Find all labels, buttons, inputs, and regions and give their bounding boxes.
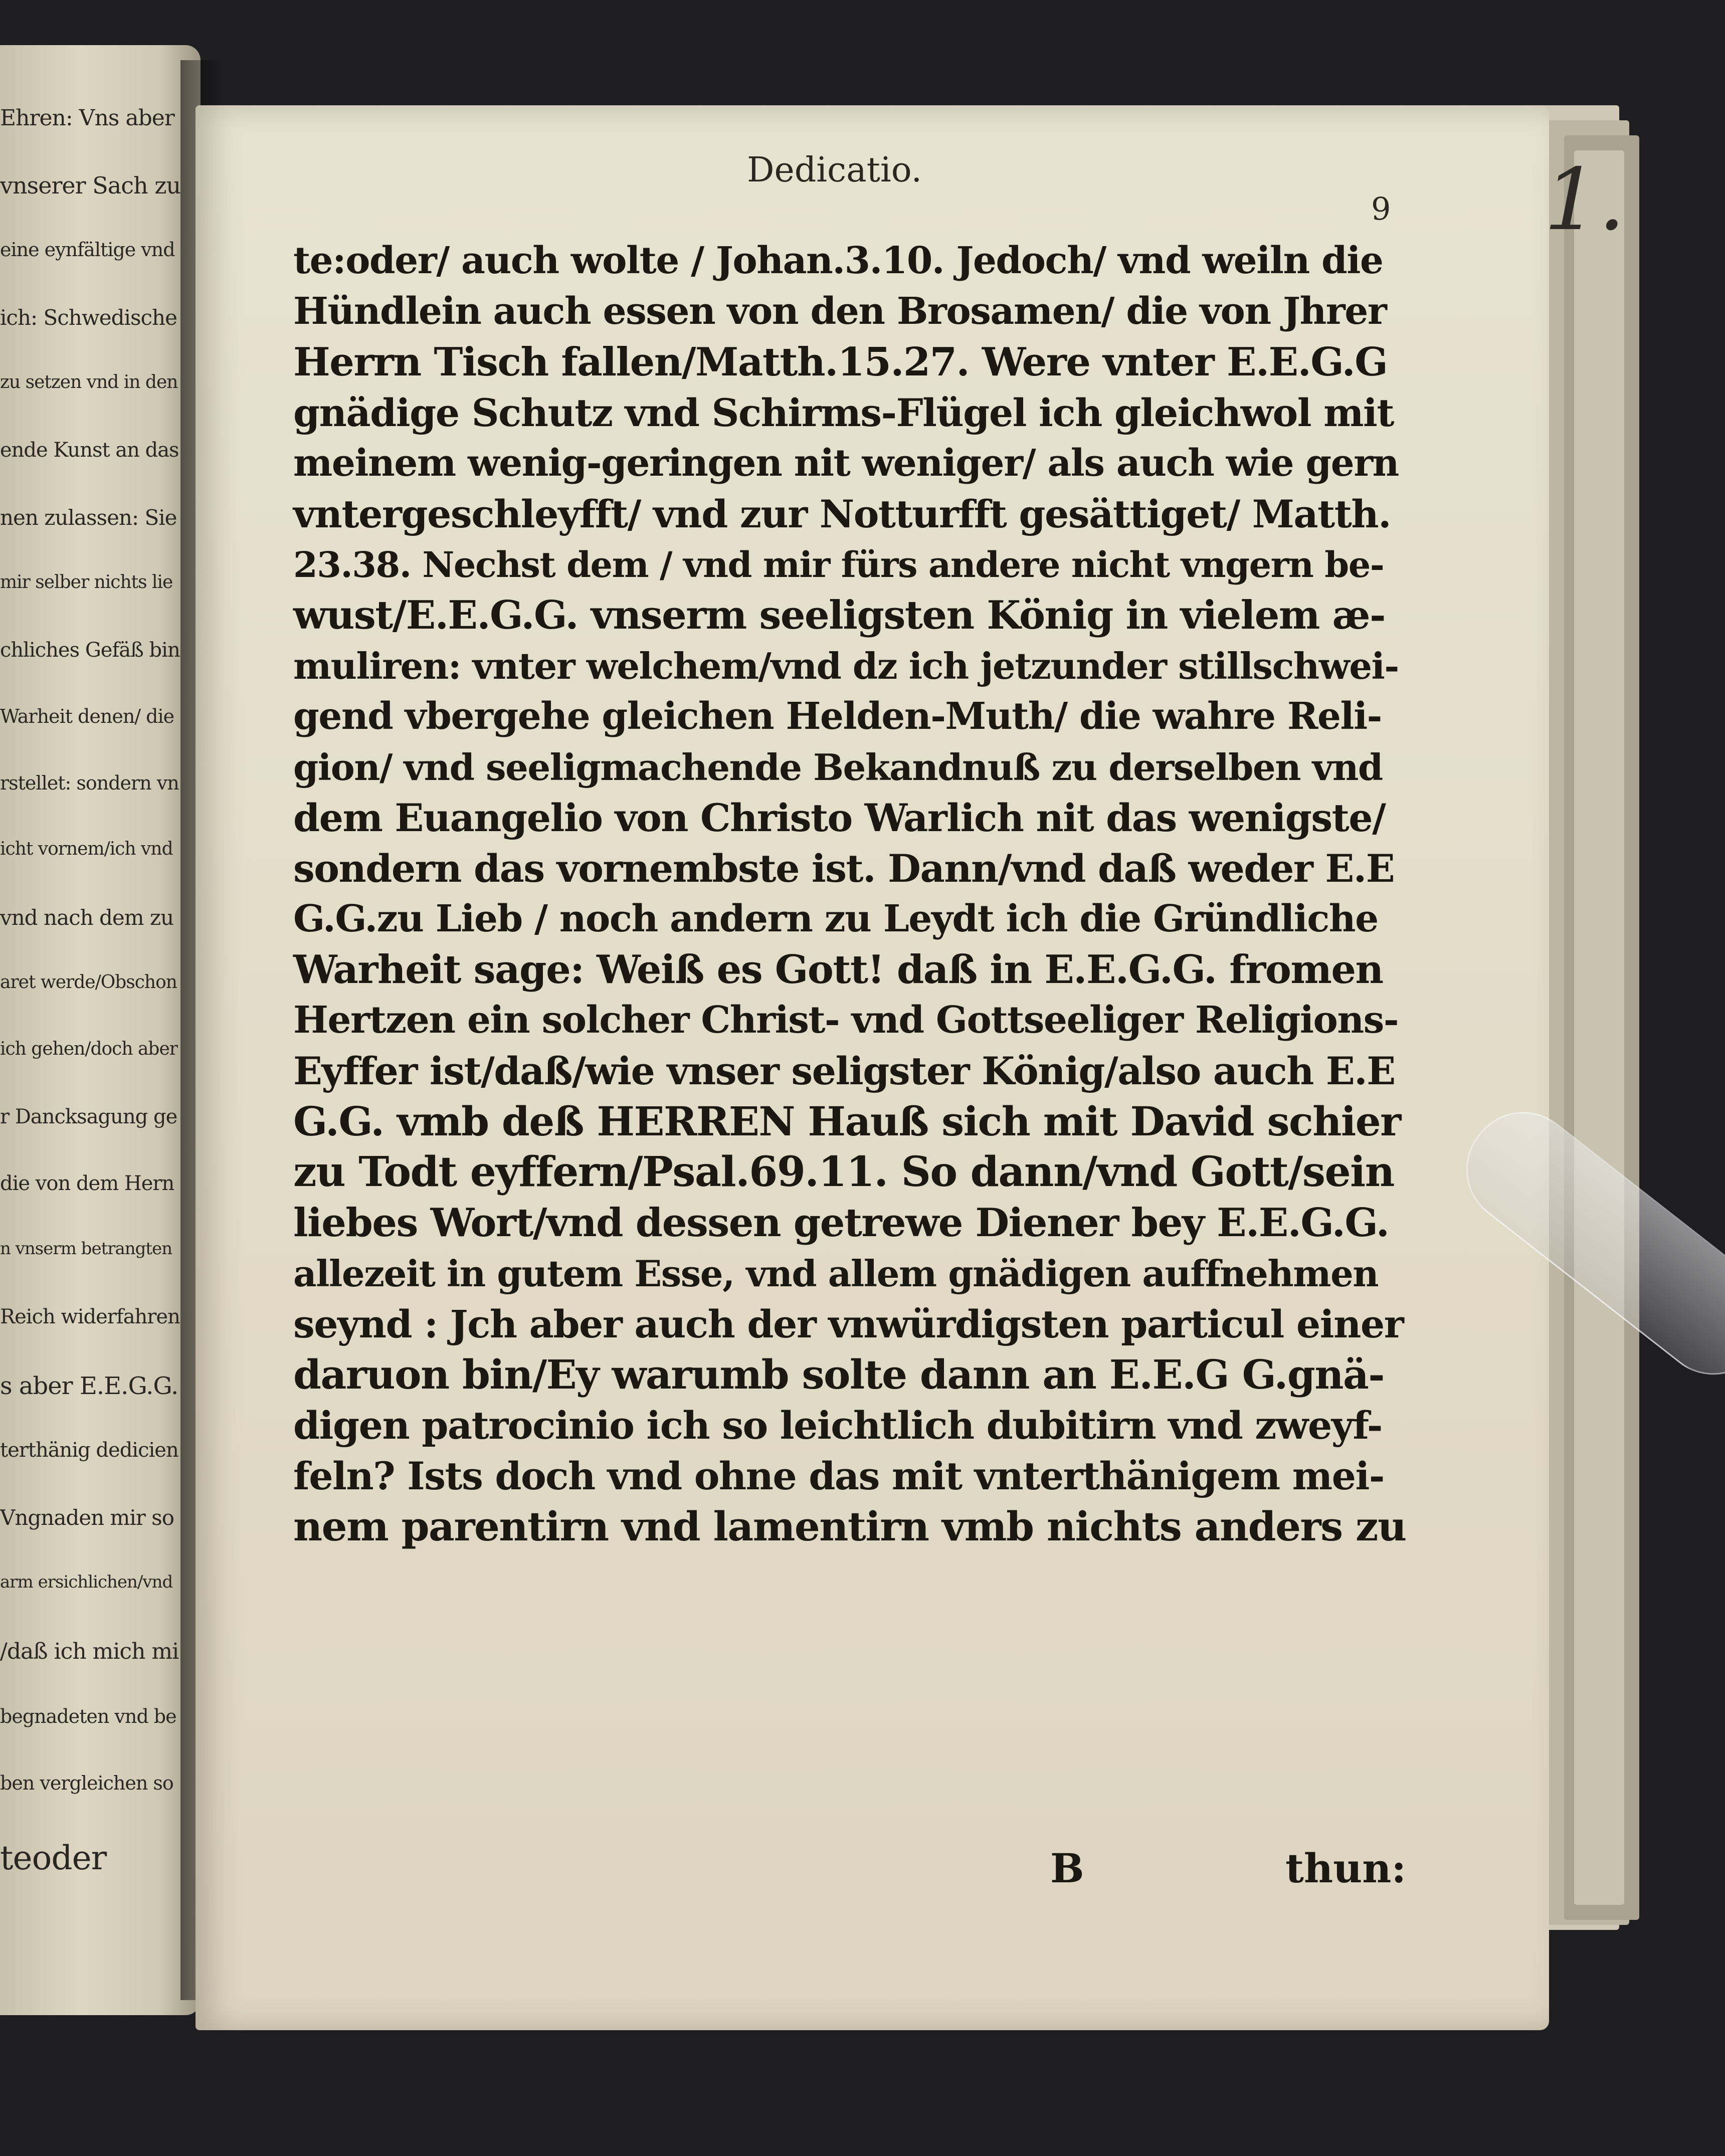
facing-page-line: s aber E.E.G.G.: [0, 1372, 178, 1400]
facing-page-line: ich gehen/doch aber: [0, 1039, 177, 1059]
facing-page-line: begnadeten vnd be: [0, 1705, 176, 1727]
page-number: 9: [1371, 190, 1391, 227]
facing-page-line: n vnserm betrangten: [0, 1239, 172, 1259]
handwritten-margin-mark: 1.: [1544, 150, 1626, 250]
text-line: meinem wenig-geringen nit weniger/ als auch wie gern: [293, 442, 1399, 485]
facing-page-line: Warheit denen/ die: [0, 705, 174, 727]
facing-page-line: Ehren: Vns aber: [0, 105, 174, 131]
facing-page-line: ben vergleichen so: [0, 1772, 173, 1794]
text-line: vntergeschleyfft/ vnd zur Notturfft gesättiget/ Matth.: [293, 492, 1391, 536]
facing-page-line: icht vornem/ich vnd: [0, 839, 173, 859]
facing-page-line: ende Kunst an das: [0, 439, 179, 462]
text-line: digen patrocinio ich so leichtlich dubitirn vnd zweyf-: [293, 1403, 1382, 1448]
facing-page-line: eine eynfältige vnd: [0, 239, 175, 261]
page-body-text: [293, 236, 1406, 1552]
text-line: gnädige Schutz vnd Schirms-Flügel ich gleichwol mit: [293, 390, 1394, 435]
text-line: zu Todt eyffern/Psal.69.11. So dann/vnd Gott/sein: [293, 1148, 1394, 1196]
text-line: allezeit in gutem Esse, vnd allem gnädigen auffnehmen: [293, 1252, 1379, 1295]
facing-page-line: mir selber nichts lie: [0, 572, 173, 593]
text-line: muliren: vnter welchem/vnd dz ich jetzunder stillschwei-: [293, 645, 1399, 687]
text-line: nem parentirn vnd lamentirn vmb nichts anders zu: [293, 1503, 1406, 1550]
facing-page-line: vnd nach dem zu: [0, 905, 174, 930]
text-line: 23.38. Nechst dem / vnd mir fürs andere nicht vngern be-: [293, 544, 1384, 585]
facing-page-line: nen zulassen: Sie: [0, 505, 177, 530]
catchword: thun:: [1285, 1845, 1406, 1892]
page-footer: [293, 1845, 1406, 1895]
signature-mark: B: [1050, 1845, 1084, 1892]
facing-page-line: rstellet: sondern vn: [0, 772, 179, 794]
facing-page-line: r Dancksagung ge: [0, 1105, 177, 1128]
facing-page: [0, 45, 201, 2015]
text-line: Warheit sage: Weiß es Gott! daß in E.E.G.G. fromen: [293, 947, 1383, 993]
text-line: Herrn Tisch fallen/Matth.15.27. Were vnter E.E.G.G: [293, 339, 1388, 385]
text-line: wust/E.E.G.G. vnserm seeligsten König in vielem æ-: [293, 593, 1385, 638]
text-line: dem Euangelio von Christo Warlich nit das wenigste/: [293, 796, 1386, 840]
text-line: G.G. vmb deß HERREN Hauß sich mit David schier: [293, 1098, 1401, 1145]
facing-page-line: arm ersichlichen/vnd: [0, 1572, 173, 1592]
facing-page-line: aret werde/Obschon: [0, 972, 177, 993]
text-line: te:oder/ auch wolte / Johan.3.10. Jedoch/ vnd weiln die: [293, 239, 1383, 282]
text-line: Hündlein auch essen von den Brosamen/ die von Jhrer: [293, 290, 1387, 333]
facing-page-line: zu setzen vnd in den: [0, 372, 178, 393]
text-line: gion/ vnd seeligmachende Bekandnuß zu derselben vnd: [293, 746, 1383, 789]
facing-page-line: ich: Schwedische: [0, 305, 177, 330]
text-line: seynd : Jch aber auch der vnwürdigsten particul einer: [293, 1302, 1404, 1346]
facing-page-line: Reich widerfahren: [0, 1305, 180, 1328]
facing-page-line: die von dem Hern: [0, 1172, 174, 1195]
running-head: Dedicatio.: [747, 150, 922, 190]
facing-page-line: /daß ich mich mi: [0, 1639, 179, 1664]
text-line: sondern das vornembste ist. Dann/vnd daß weder E.E: [293, 846, 1395, 891]
text-line: Hertzen ein solcher Christ- vnd Gottseeliger Religions-: [293, 999, 1399, 1042]
facing-page-line: teoder: [0, 1839, 107, 1877]
text-line: liebes Wort/vnd dessen getrewe Diener bey E.E.G.G.: [293, 1200, 1389, 1246]
text-line: gend vbergehe gleichen Helden-Muth/ die wahre Reli-: [293, 695, 1382, 738]
text-line: G.G.zu Lieb / noch andern zu Leydt ich die Gründliche: [293, 897, 1378, 940]
text-line: feln? Ists doch vnd ohne das mit vnterthänigem mei-: [293, 1454, 1384, 1498]
page-edges: [1574, 150, 1624, 1905]
facing-page-line: vnserer Sach zu: [0, 172, 181, 199]
text-line: Eyffer ist/daß/wie vnser seligster König/also auch E.E: [293, 1049, 1395, 1093]
text-line: daruon bin/Ey warumb solte dann an E.E.G G.gnä-: [293, 1351, 1385, 1398]
facing-page-line: Vngnaden mir so: [0, 1505, 174, 1530]
facing-page-line: terthänig dedicien: [0, 1439, 178, 1462]
facing-page-line: chliches Gefäß bin: [0, 639, 180, 662]
